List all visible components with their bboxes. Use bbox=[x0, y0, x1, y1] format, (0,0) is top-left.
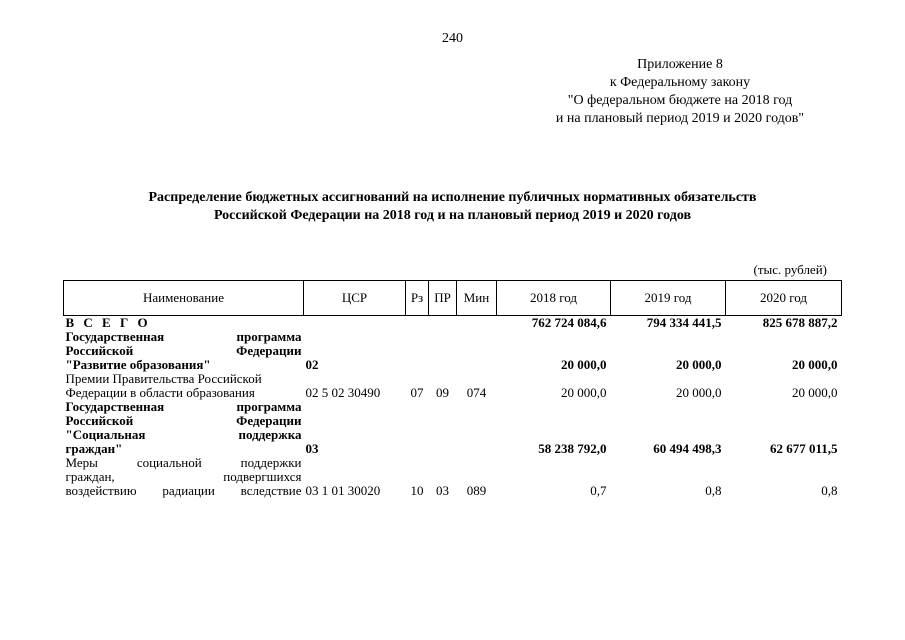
header-pr: ПР bbox=[429, 281, 457, 316]
header-name: Наименование bbox=[64, 281, 304, 316]
name-line: Российской Федерации bbox=[65, 413, 302, 428]
budget-table bbox=[63, 280, 842, 498]
row-pr: 03 bbox=[436, 483, 449, 498]
row-csr bbox=[304, 316, 406, 331]
row-rz bbox=[406, 330, 429, 372]
row-2019: 20 000,0 bbox=[676, 385, 722, 400]
row-min bbox=[457, 400, 497, 456]
name-line: Меры социальной поддержки bbox=[65, 455, 302, 470]
row-csr: 02 5 02 30490 bbox=[305, 385, 381, 400]
row-name bbox=[64, 372, 304, 400]
row-rz: 10 bbox=[410, 483, 424, 498]
table-row bbox=[64, 330, 842, 372]
appendix-line: "О федеральном бюджете на 2018 год bbox=[567, 93, 793, 108]
name-line: граждан, подвергшихся bbox=[65, 469, 302, 484]
appendix-line: Приложение 8 bbox=[637, 57, 723, 72]
row-2018: 20 000,0 bbox=[561, 357, 607, 372]
name-line: "Социальная поддержка bbox=[65, 427, 302, 442]
table-row bbox=[64, 456, 842, 498]
header-2020: 2020 год bbox=[726, 281, 842, 316]
row-2020: 825 678 887,2 bbox=[762, 315, 838, 330]
appendix-header bbox=[520, 56, 840, 128]
row-name bbox=[64, 456, 304, 498]
header-min: Мин bbox=[457, 281, 497, 316]
title-line: Распределение бюджетных ассигнований на исполнение публичных нормативных обязательств bbox=[148, 190, 757, 205]
row-2020: 20 000,0 bbox=[792, 385, 838, 400]
row-2019: 20 000,0 bbox=[676, 357, 722, 372]
header-2019: 2019 год bbox=[611, 281, 726, 316]
row-csr: 02 bbox=[305, 357, 319, 372]
row-2018: 0,7 bbox=[590, 483, 607, 498]
name-line: В С Е Г О bbox=[65, 315, 151, 330]
row-2020: 0,8 bbox=[821, 483, 838, 498]
units-label: (тыс. рублей) bbox=[753, 262, 827, 277]
table-row bbox=[64, 372, 842, 400]
row-2019: 0,8 bbox=[705, 483, 722, 498]
row-2018: 58 238 792,0 bbox=[538, 441, 607, 456]
name-line: Государственная программа bbox=[65, 399, 302, 414]
row-pr bbox=[429, 330, 457, 372]
row-csr: 03 bbox=[305, 441, 319, 456]
row-2018: 762 724 084,6 bbox=[531, 315, 607, 330]
row-min bbox=[457, 316, 497, 331]
header-rz: Рз bbox=[406, 281, 429, 316]
row-pr bbox=[429, 316, 457, 331]
name-line: "Развитие образования" bbox=[65, 357, 211, 372]
row-csr: 03 1 01 30020 bbox=[305, 483, 381, 498]
name-line: Премии Правительства Российской bbox=[65, 371, 262, 386]
row-2019: 60 494 498,3 bbox=[653, 441, 722, 456]
row-2018: 20 000,0 bbox=[561, 385, 607, 400]
table-row bbox=[64, 400, 842, 456]
name-line: граждан" bbox=[65, 441, 123, 456]
row-min: 089 bbox=[466, 483, 487, 498]
row-min: 074 bbox=[466, 385, 487, 400]
row-rz bbox=[406, 400, 429, 456]
title-line: Российской Федерации на 2018 год и на плановый период 2019 и 2020 годов bbox=[213, 208, 692, 223]
row-rz: 07 bbox=[410, 385, 424, 400]
row-name bbox=[64, 400, 304, 456]
row-name bbox=[64, 316, 304, 331]
name-line: Государственная программа bbox=[65, 329, 302, 344]
appendix-line: к Федеральному закону bbox=[609, 75, 751, 90]
name-line: Федерации в области образования bbox=[65, 385, 255, 400]
row-pr: 09 bbox=[436, 385, 449, 400]
appendix-line: и на плановый период 2019 и 2020 годов" bbox=[555, 111, 805, 126]
row-rz bbox=[406, 316, 429, 331]
row-name bbox=[64, 330, 304, 372]
row-pr bbox=[429, 400, 457, 456]
row-min bbox=[457, 330, 497, 372]
name-line: Российской Федерации bbox=[65, 343, 302, 358]
name-line: воздействию радиации вследствие bbox=[65, 483, 302, 498]
table-header-row bbox=[64, 281, 842, 316]
row-2020: 20 000,0 bbox=[792, 357, 838, 372]
row-2019: 794 334 441,5 bbox=[646, 315, 722, 330]
table-row bbox=[64, 316, 842, 331]
document-title bbox=[40, 189, 865, 225]
row-2020: 62 677 011,5 bbox=[769, 441, 838, 456]
header-csr: ЦСР bbox=[304, 281, 406, 316]
header-2018: 2018 год bbox=[497, 281, 611, 316]
page-number: 240 bbox=[442, 31, 463, 46]
